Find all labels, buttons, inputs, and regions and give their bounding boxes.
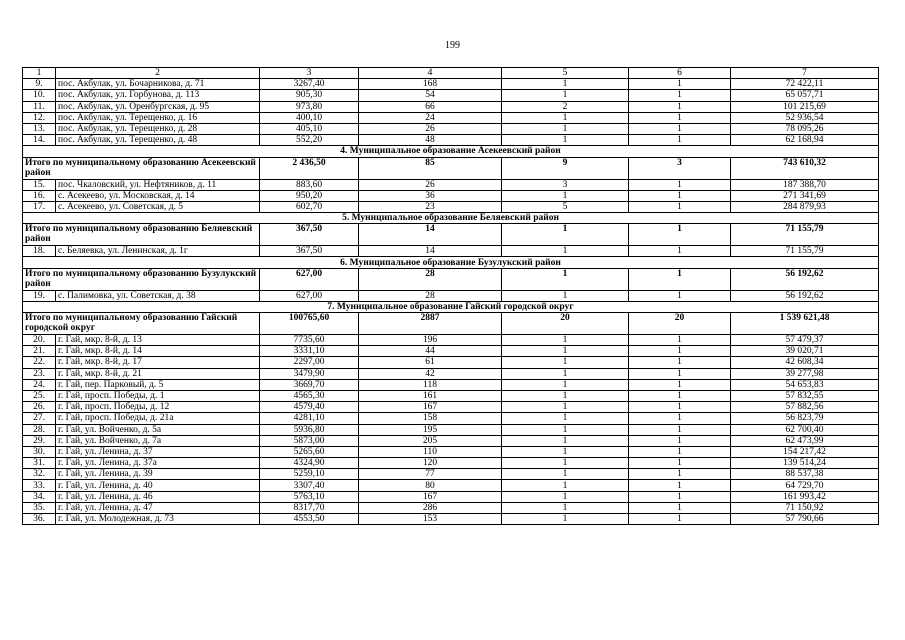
value-cell: 110 (359, 446, 502, 457)
total-row (23, 268, 879, 290)
value-cell: 205 (359, 435, 502, 446)
address-cell: г. Гай, мкр. 8-й, д. 14 (56, 346, 260, 357)
value-cell: 4281,10 (260, 413, 359, 424)
value-cell: 1 (629, 390, 731, 401)
value-cell: 36 (359, 190, 502, 201)
row-number: 23. (23, 368, 56, 379)
value-cell: 118 (359, 379, 502, 390)
value-cell: 1 (629, 379, 731, 390)
table-row (23, 379, 879, 390)
value-cell: 3669,70 (260, 379, 359, 390)
value-cell: 1 (629, 346, 731, 357)
address-cell: г. Гай, мкр. 8-й, д. 21 (56, 368, 260, 379)
value-cell: 161 (359, 390, 502, 401)
total-cell: 9 (502, 157, 629, 179)
value-cell: 5 (502, 201, 629, 212)
total-cell: 627,00 (260, 268, 359, 290)
table-row (23, 435, 879, 446)
value-cell: 1 (502, 123, 629, 134)
value-cell: 44 (359, 346, 502, 357)
address-cell: с. Асекеево, ул. Советская, д. 5 (56, 201, 260, 212)
table-row (23, 480, 879, 491)
value-cell: 57 832,55 (731, 390, 879, 401)
value-cell: 1 (502, 424, 629, 435)
total-row (23, 224, 879, 246)
address-cell: с. Палимовка, ул. Советская, д. 38 (56, 290, 260, 301)
value-cell: 3267,40 (260, 79, 359, 90)
value-cell: 62 168,94 (731, 135, 879, 146)
value-cell: 1 (502, 502, 629, 513)
value-cell: 1 (502, 413, 629, 424)
value-cell: 48 (359, 135, 502, 146)
row-number: 32. (23, 469, 56, 480)
value-cell: 65 057,71 (731, 90, 879, 101)
total-row (23, 157, 879, 179)
value-cell: 66 (359, 101, 502, 112)
address-cell: г. Гай, мкр. 8-й, д. 17 (56, 357, 260, 368)
value-cell: 4324,90 (260, 458, 359, 469)
value-cell: 195 (359, 424, 502, 435)
table-row (23, 413, 879, 424)
value-cell: 1 (502, 335, 629, 346)
total-cell: 1 539 621,48 (731, 313, 879, 335)
section-header-row (23, 213, 879, 224)
row-number: 17. (23, 201, 56, 212)
value-cell: 1 (629, 458, 731, 469)
total-label: Итого по муниципальному образованию Асекеевский район (23, 157, 260, 179)
total-label: Итого по муниципальному образованию Беляевский район (23, 224, 260, 246)
value-cell: 1 (502, 357, 629, 368)
address-cell: пос. Акбулак, ул. Терещенко, д. 48 (56, 135, 260, 146)
value-cell: 26 (359, 179, 502, 190)
value-cell: 39 020,71 (731, 346, 879, 357)
address-cell: г. Гай, просп. Победы, д. 12 (56, 402, 260, 413)
column-number: 6 (629, 68, 731, 79)
value-cell: 1 (629, 335, 731, 346)
column-number: 7 (731, 68, 879, 79)
address-cell: пос. Акбулак, ул. Бочарникова, д. 71 (56, 79, 260, 90)
value-cell: 1 (629, 469, 731, 480)
value-cell: 1 (629, 90, 731, 101)
value-cell: 5259,10 (260, 469, 359, 480)
value-cell: 42 608,34 (731, 357, 879, 368)
value-cell: 602,70 (260, 201, 359, 212)
value-cell: 161 993,42 (731, 491, 879, 502)
value-cell: 5936,80 (260, 424, 359, 435)
row-number: 27. (23, 413, 56, 424)
table-row (23, 502, 879, 513)
table-row (23, 446, 879, 457)
value-cell: 39 277,98 (731, 368, 879, 379)
value-cell: 4553,50 (260, 514, 359, 525)
table-row (23, 458, 879, 469)
row-number: 11. (23, 101, 56, 112)
value-cell: 5763,10 (260, 491, 359, 502)
total-cell: 367,50 (260, 224, 359, 246)
table-row (23, 514, 879, 525)
page-number: 199 (445, 40, 460, 51)
section-title: 7. Муниципальное образование Гайский городской округ (23, 301, 879, 312)
address-cell: г. Гай, ул. Ленина, д. 37 (56, 446, 260, 457)
row-number: 25. (23, 390, 56, 401)
address-cell: г. Гай, пер. Парковый, д. 5 (56, 379, 260, 390)
total-cell: 56 192,62 (731, 268, 879, 290)
value-cell: 56 823,79 (731, 413, 879, 424)
total-cell: 2887 (359, 313, 502, 335)
value-cell: 286 (359, 502, 502, 513)
section-title: 4. Муниципальное образование Асекеевский район (23, 146, 879, 157)
address-cell: пос. Акбулак, ул. Терещенко, д. 16 (56, 112, 260, 123)
address-cell: г. Гай, ул. Войченко, д. 5а (56, 424, 260, 435)
value-cell: 1 (502, 246, 629, 257)
value-cell: 7735,60 (260, 335, 359, 346)
value-cell: 1 (629, 101, 731, 112)
value-cell: 139 514,24 (731, 458, 879, 469)
value-cell: 1 (502, 458, 629, 469)
value-cell: 5873,00 (260, 435, 359, 446)
value-cell: 1 (502, 390, 629, 401)
table-row (23, 368, 879, 379)
value-cell: 62 700,40 (731, 424, 879, 435)
value-cell: 1 (502, 469, 629, 480)
value-cell: 3 (502, 179, 629, 190)
total-cell: 1 (629, 268, 731, 290)
value-cell: 2 (502, 101, 629, 112)
value-cell: 1 (502, 514, 629, 525)
value-cell: 1 (502, 368, 629, 379)
value-cell: 71 155,79 (731, 246, 879, 257)
value-cell: 62 473,99 (731, 435, 879, 446)
total-cell: 3 (629, 157, 731, 179)
value-cell: 167 (359, 402, 502, 413)
value-cell: 154 217,42 (731, 446, 879, 457)
value-cell: 1 (629, 79, 731, 90)
value-cell: 101 215,69 (731, 101, 879, 112)
row-number: 31. (23, 458, 56, 469)
value-cell: 1 (629, 290, 731, 301)
table-row (23, 290, 879, 301)
row-number: 19. (23, 290, 56, 301)
row-number: 14. (23, 135, 56, 146)
total-label: Итого по муниципальному образованию Гайский городской округ (23, 313, 260, 335)
address-cell: с. Асекеево, ул. Московская, д. 14 (56, 190, 260, 201)
value-cell: 1 (502, 90, 629, 101)
row-number: 18. (23, 246, 56, 257)
total-cell: 71 155,79 (731, 224, 879, 246)
address-cell: г. Гай, ул. Ленина, д. 37а (56, 458, 260, 469)
value-cell: 153 (359, 514, 502, 525)
value-cell: 54 653,83 (731, 379, 879, 390)
objects-table (22, 67, 879, 525)
table-row (23, 346, 879, 357)
value-cell: 1 (629, 502, 731, 513)
value-cell: 26 (359, 123, 502, 134)
value-cell: 1 (502, 491, 629, 502)
table-row (23, 79, 879, 90)
value-cell: 3331,10 (260, 346, 359, 357)
value-cell: 627,00 (260, 290, 359, 301)
address-cell: г. Гай, ул. Войченко, д. 7а (56, 435, 260, 446)
row-number: 34. (23, 491, 56, 502)
value-cell: 271 341,69 (731, 190, 879, 201)
row-number: 24. (23, 379, 56, 390)
column-number: 4 (359, 68, 502, 79)
address-cell: г. Гай, ул. Ленина, д. 46 (56, 491, 260, 502)
value-cell: 1 (502, 346, 629, 357)
table-row (23, 190, 879, 201)
total-cell: 2 436,50 (260, 157, 359, 179)
address-cell: г. Гай, мкр. 8-й, д. 13 (56, 335, 260, 346)
value-cell: 3479,90 (260, 368, 359, 379)
value-cell: 405,10 (260, 123, 359, 134)
row-number: 26. (23, 402, 56, 413)
value-cell: 187 388,70 (731, 179, 879, 190)
table-row (23, 424, 879, 435)
value-cell: 1 (502, 135, 629, 146)
row-number: 28. (23, 424, 56, 435)
address-cell: г. Гай, ул. Ленина, д. 39 (56, 469, 260, 480)
value-cell: 14 (359, 246, 502, 257)
table-row (23, 390, 879, 401)
column-number: 3 (260, 68, 359, 79)
value-cell: 1 (629, 179, 731, 190)
value-cell: 78 095,26 (731, 123, 879, 134)
table-row (23, 491, 879, 502)
value-cell: 1 (629, 123, 731, 134)
total-cell: 20 (629, 313, 731, 335)
column-number-row (23, 68, 879, 79)
value-cell: 52 936,54 (731, 112, 879, 123)
value-cell: 3307,40 (260, 480, 359, 491)
value-cell: 400,10 (260, 112, 359, 123)
column-number: 2 (56, 68, 260, 79)
value-cell: 1 (629, 402, 731, 413)
row-number: 13. (23, 123, 56, 134)
row-number: 9. (23, 79, 56, 90)
value-cell: 167 (359, 491, 502, 502)
row-number: 10. (23, 90, 56, 101)
row-number: 15. (23, 179, 56, 190)
value-cell: 1 (502, 290, 629, 301)
value-cell: 5265,60 (260, 446, 359, 457)
value-cell: 72 422,11 (731, 79, 879, 90)
row-number: 12. (23, 112, 56, 123)
value-cell: 552,20 (260, 135, 359, 146)
row-number: 33. (23, 480, 56, 491)
section-title: 5. Муниципальное образование Беляевский район (23, 213, 879, 224)
section-title: 6. Муниципальное образование Бузулукский район (23, 257, 879, 268)
table-row (23, 135, 879, 146)
table-row (23, 469, 879, 480)
value-cell: 54 (359, 90, 502, 101)
total-cell: 28 (359, 268, 502, 290)
section-header-row (23, 257, 879, 268)
column-number: 5 (502, 68, 629, 79)
address-cell: пос. Акбулак, ул. Терещенко, д. 28 (56, 123, 260, 134)
value-cell: 120 (359, 458, 502, 469)
value-cell: 42 (359, 368, 502, 379)
value-cell: 1 (502, 480, 629, 491)
section-header-row (23, 146, 879, 157)
row-number: 20. (23, 335, 56, 346)
row-number: 35. (23, 502, 56, 513)
value-cell: 1 (502, 190, 629, 201)
value-cell: 57 882,56 (731, 402, 879, 413)
value-cell: 284 879,93 (731, 201, 879, 212)
total-cell: 85 (359, 157, 502, 179)
address-cell: г. Гай, ул. Ленина, д. 40 (56, 480, 260, 491)
value-cell: 1 (629, 491, 731, 502)
value-cell: 4565,30 (260, 390, 359, 401)
value-cell: 4579,40 (260, 402, 359, 413)
value-cell: 57 479,37 (731, 335, 879, 346)
table-row (23, 112, 879, 123)
address-cell: пос. Акбулак, ул. Оренбургская, д. 95 (56, 101, 260, 112)
value-cell: 367,50 (260, 246, 359, 257)
total-label: Итого по муниципальному образованию Бузулукский район (23, 268, 260, 290)
row-number: 30. (23, 446, 56, 457)
row-number: 16. (23, 190, 56, 201)
value-cell: 28 (359, 290, 502, 301)
table-row (23, 101, 879, 112)
address-cell: г. Гай, ул. Ленина, д. 47 (56, 502, 260, 513)
column-number: 1 (23, 68, 56, 79)
value-cell: 1 (502, 446, 629, 457)
value-cell: 61 (359, 357, 502, 368)
value-cell: 77 (359, 469, 502, 480)
value-cell: 24 (359, 112, 502, 123)
value-cell: 883,60 (260, 179, 359, 190)
value-cell: 905,30 (260, 90, 359, 101)
table-row (23, 402, 879, 413)
address-cell: пос. Чкаловский, ул. Нефтяников, д. 11 (56, 179, 260, 190)
table-row (23, 246, 879, 257)
value-cell: 23 (359, 201, 502, 212)
value-cell: 1 (502, 112, 629, 123)
value-cell: 1 (629, 201, 731, 212)
address-cell: г. Гай, просп. Победы, д. 21а (56, 413, 260, 424)
address-cell: г. Гай, ул. Молодежная, д. 73 (56, 514, 260, 525)
total-cell: 1 (629, 224, 731, 246)
value-cell: 1 (629, 112, 731, 123)
total-cell: 1 (502, 224, 629, 246)
value-cell: 1 (629, 435, 731, 446)
value-cell: 1 (629, 446, 731, 457)
table-row (23, 201, 879, 212)
total-cell: 14 (359, 224, 502, 246)
value-cell: 1 (629, 424, 731, 435)
total-cell: 1 (502, 268, 629, 290)
value-cell: 71 150,92 (731, 502, 879, 513)
total-cell: 20 (502, 313, 629, 335)
value-cell: 1 (502, 435, 629, 446)
value-cell: 1 (502, 379, 629, 390)
value-cell: 1 (629, 190, 731, 201)
value-cell: 88 537,38 (731, 469, 879, 480)
value-cell: 158 (359, 413, 502, 424)
row-number: 36. (23, 514, 56, 525)
value-cell: 1 (502, 79, 629, 90)
value-cell: 57 790,66 (731, 514, 879, 525)
row-number: 22. (23, 357, 56, 368)
value-cell: 1 (629, 135, 731, 146)
address-cell: пос. Акбулак, ул. Горбунова, д. 113 (56, 90, 260, 101)
value-cell: 1 (629, 480, 731, 491)
table-row (23, 335, 879, 346)
table-row (23, 123, 879, 134)
value-cell: 8317,70 (260, 502, 359, 513)
value-cell: 196 (359, 335, 502, 346)
total-cell: 100765,60 (260, 313, 359, 335)
value-cell: 2297,00 (260, 357, 359, 368)
row-number: 29. (23, 435, 56, 446)
total-cell: 743 610,32 (731, 157, 879, 179)
table-row (23, 179, 879, 190)
value-cell: 1 (629, 368, 731, 379)
value-cell: 973,80 (260, 101, 359, 112)
value-cell: 1 (502, 402, 629, 413)
value-cell: 1 (629, 514, 731, 525)
value-cell: 1 (629, 357, 731, 368)
table-row (23, 357, 879, 368)
row-number: 21. (23, 346, 56, 357)
section-header-row (23, 301, 879, 312)
total-row (23, 313, 879, 335)
address-cell: г. Гай, просп. Победы, д. 1 (56, 390, 260, 401)
address-cell: с. Беляевка, ул. Ленинская, д. 1г (56, 246, 260, 257)
value-cell: 1 (629, 413, 731, 424)
value-cell: 64 729,70 (731, 480, 879, 491)
value-cell: 80 (359, 480, 502, 491)
value-cell: 56 192,62 (731, 290, 879, 301)
value-cell: 168 (359, 79, 502, 90)
value-cell: 1 (629, 246, 731, 257)
table-row (23, 90, 879, 101)
value-cell: 950,20 (260, 190, 359, 201)
